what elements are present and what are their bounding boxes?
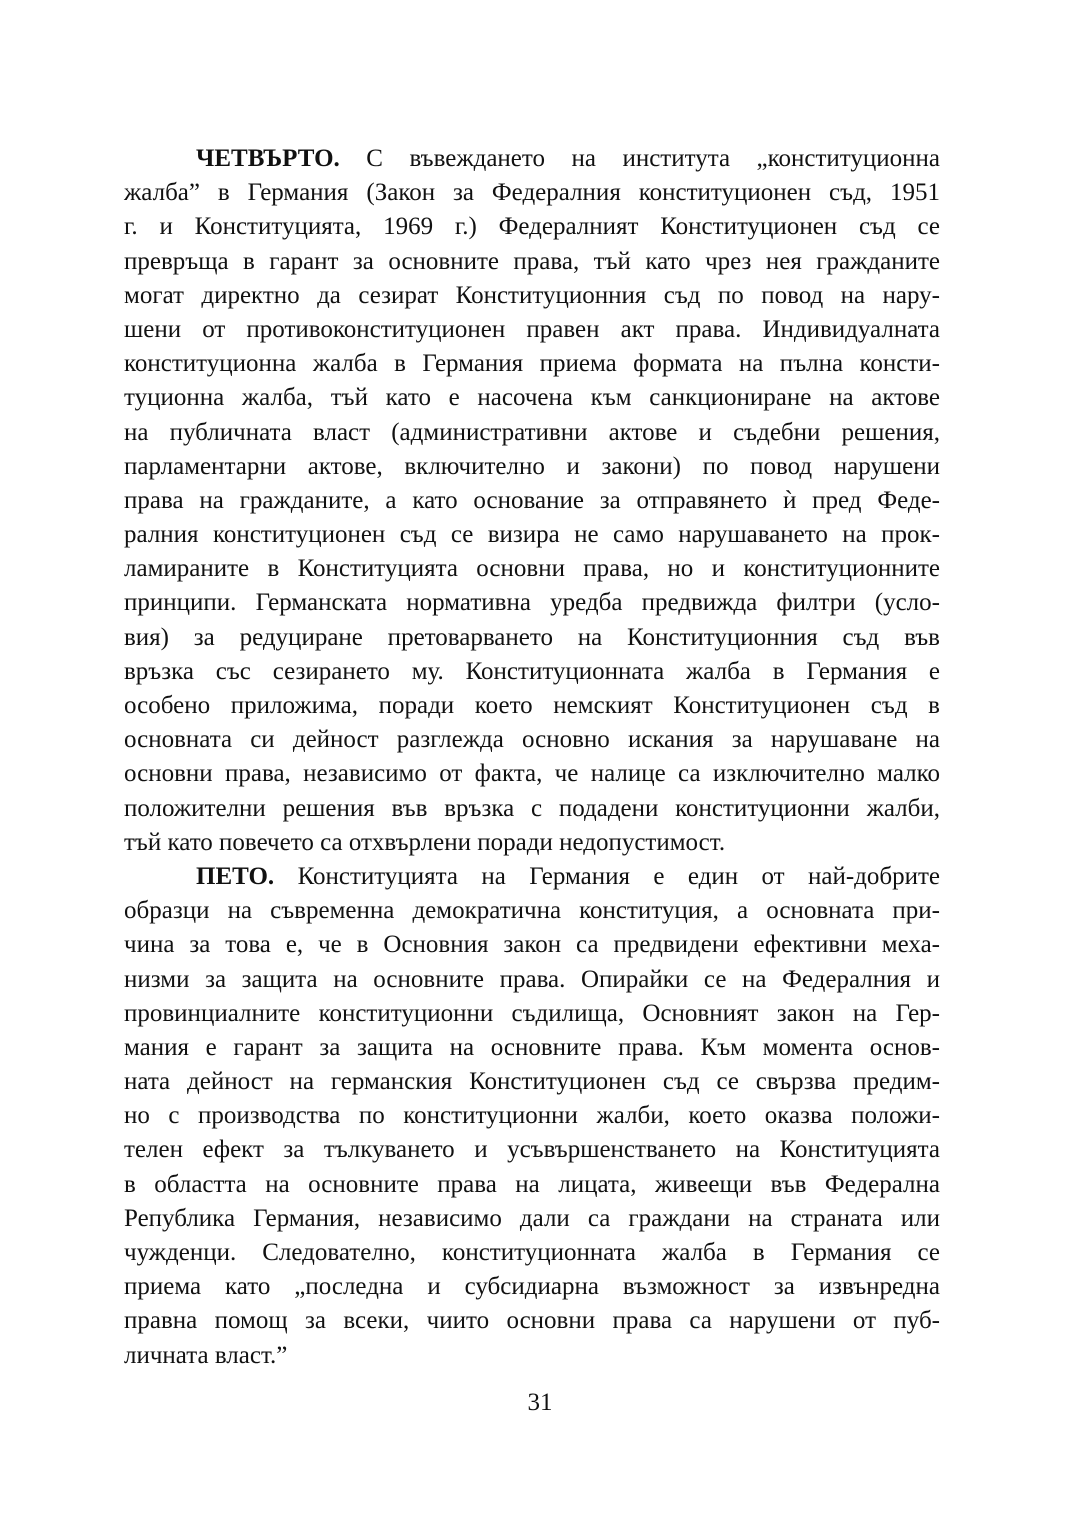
text-line: Република Германия, независимо дали са граждани на страната или [124, 1204, 940, 1232]
text-line-content: Конституцията на Германия е един от най-добрите [274, 862, 940, 890]
text-line: тъй като повечето са отхвърлени поради недопустимост. [124, 828, 726, 856]
text-line: конституционна жалба в Германия приема формата на пълна консти- [124, 350, 940, 378]
text-line: връзка със сезирането му. Конституционната жалба в Германия е [124, 657, 940, 685]
text-line: ламираните в Конституцията основни права, но и конституционните [124, 555, 940, 583]
text-line: могат директно да сезират Конституционния съд по повод на нару- [124, 281, 940, 309]
paragraph-fifth [124, 860, 940, 1373]
text-line: приема като „последна и субсидиарна възможност за извънредна [124, 1273, 940, 1301]
text-line: на публичната власт (административни актове и съдебни решения, [124, 418, 940, 446]
text-line: основни права, независимо от факта, че налице са изключително малко [124, 760, 940, 788]
text-line: низми за защита на основните права. Опирайки се на Федералния и [124, 965, 940, 993]
text-line: правна помощ за всеки, чиито основни права са нарушени от пуб- [124, 1307, 940, 1335]
document-page [124, 142, 940, 1373]
text-line: права на гражданите, а като основание за отправянето ѝ пред Феде- [124, 486, 940, 514]
page-number: 31 [527, 1389, 553, 1416]
text-line: но с производства по конституционни жалби, което оказва положи- [124, 1102, 940, 1130]
text-line: образци на съвременна демократична конституция, а основната при- [124, 897, 940, 925]
paragraph-lead: ЧЕТВЪРТО. [196, 145, 340, 172]
text-line: ната дейност на германския Конституционен съд се свързва предим- [124, 1068, 940, 1096]
text-line: телен ефект за тълкуването и усъвършенстването на Конституцията [124, 1136, 940, 1164]
text-line: личната власт.” [124, 1341, 288, 1369]
text-line-content: С въвеждането на института „конституционна [339, 145, 940, 172]
paragraph-lead: ПЕТО. [196, 862, 275, 890]
paragraph-fourth [124, 142, 940, 860]
text-line: туционна жалба, тъй като е насочена към санкциониране на актове [124, 384, 940, 412]
text-line: основната си дейност разглежда основно искания за нарушаване на [124, 726, 940, 754]
text-line: жалба” в Германия (Закон за Федералния конституционен съд, 1951 [124, 179, 940, 207]
text-line: мания е гарант за защита на основните права. Към момента основ- [124, 1033, 940, 1061]
text-line: провинциалните конституционни съдилища, Основният закон на Гер- [124, 999, 940, 1027]
text-line: превръща в гарант за основните права, тъй като чрез нея гражданите [124, 247, 940, 275]
text-line: принципи. Германската нормативна уредба предвижда филтри (усло- [124, 589, 940, 617]
text-line: ралния конституционен съд се визира не само нарушаването на прок- [124, 521, 940, 549]
text-line: вия) за редуциране претоварването на Конституционния съд във [124, 623, 940, 651]
text-line: чина за това е, че в Основния закон са предвидени ефективни меха- [124, 931, 940, 959]
text-line: парламентарни актове, включително и закони) по повод нарушени [124, 452, 940, 480]
text-line: положителни решения във връзка с подадени конституционни жалби, [124, 794, 940, 822]
text-line [124, 860, 940, 894]
text-line: в областта на основните права на лицата, живеещи във Федерална [124, 1170, 940, 1198]
text-line: шени от противоконституционен правен акт права. Индивидуалната [124, 315, 940, 343]
text-line: г. и Конституцията, 1969 г.) Федералният Конституционен съд се [124, 213, 940, 241]
text-line [124, 142, 940, 176]
text-line: чужденци. Следователно, конституционната жалба в Германия се [124, 1239, 940, 1266]
text-line: особено приложима, поради което немският Конституционен съд в [124, 692, 940, 719]
